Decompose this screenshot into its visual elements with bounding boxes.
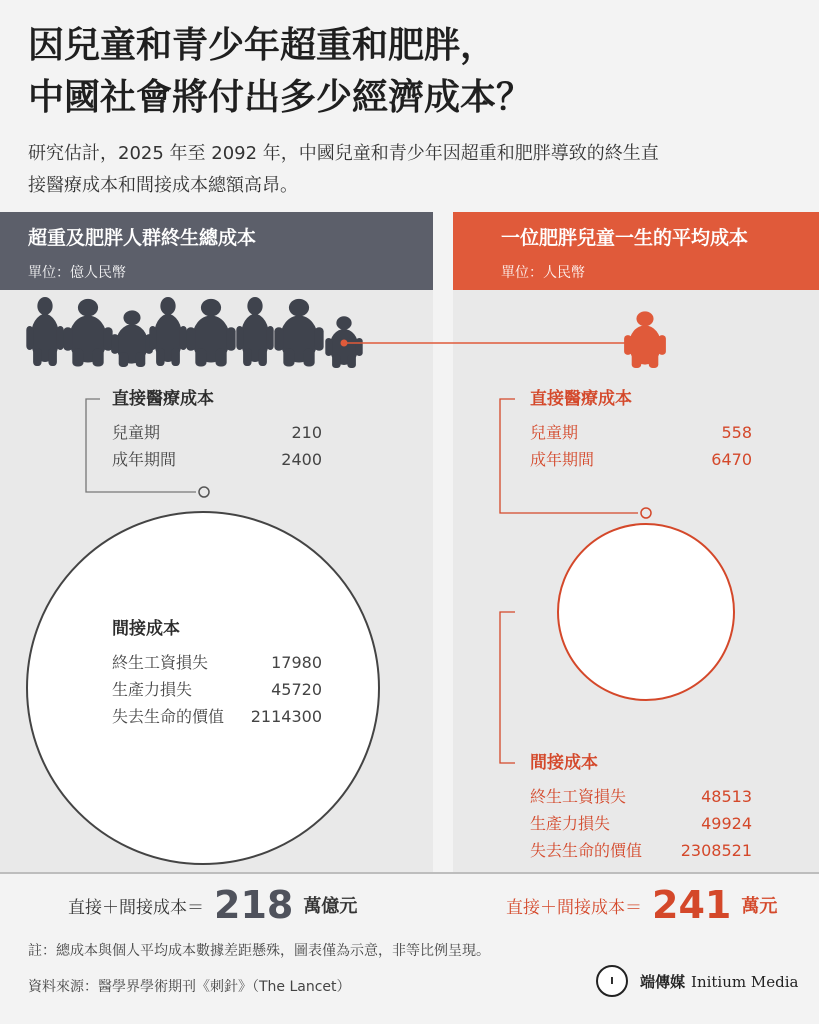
row-value: 48513	[701, 787, 752, 806]
divider	[0, 872, 819, 874]
row-label: 成年期間	[112, 450, 177, 469]
row-value: 2400	[281, 450, 322, 469]
left-panel-heading: 超重及肥胖人群終生總成本	[28, 227, 257, 249]
row-label: 兒童期	[530, 423, 579, 442]
row-label: 終生工資損失	[112, 653, 209, 672]
row-label: 失去生命的價值	[530, 841, 643, 860]
right-large-circle	[558, 524, 734, 700]
table-row	[530, 837, 752, 864]
left-indirect-heading: 間接成本	[112, 619, 180, 639]
footnote: 註：總成本與個人平均成本數據差距懸殊，圖表僅為示意，非等比例呈現。	[28, 943, 490, 959]
table-row	[112, 446, 322, 473]
left-total-unit: 萬億元	[303, 896, 358, 917]
table-row	[530, 783, 752, 810]
table-row	[112, 703, 322, 730]
logo-name-en: Initium Media	[691, 972, 799, 991]
right-direct-cost-block	[530, 386, 752, 473]
title-line-2: 中國社會將付出多少經濟成本？	[28, 77, 533, 118]
right-total-value: 241	[652, 883, 732, 927]
left-direct-cost-block	[112, 386, 322, 473]
row-value: 6470	[711, 450, 752, 469]
source-credit: 資料來源：醫學界學術期刊《刺針》（The Lancet）	[28, 979, 351, 995]
people-group-icon	[26, 297, 362, 368]
right-panel-heading: 一位肥胖兒童一生的平均成本	[501, 227, 749, 249]
person-silhouette-icon	[63, 299, 112, 367]
right-indirect-bracket	[500, 612, 515, 763]
table-row	[112, 419, 322, 446]
left-indirect-cost-block	[112, 616, 322, 730]
person-silhouette-icon	[186, 299, 235, 367]
right-panel-unit: 單位：人民幣	[501, 265, 585, 281]
person-silhouette-icon	[149, 297, 186, 366]
row-value: 49924	[701, 814, 752, 833]
right-small-circle	[641, 508, 651, 518]
row-value: 17980	[271, 653, 322, 672]
right-total-label: 直接＋間接成本＝	[506, 897, 642, 918]
table-row	[112, 676, 322, 703]
initium-logo-icon: I	[596, 965, 628, 997]
logo-text	[640, 971, 798, 992]
subtitle-line-2: 接醫療成本和間接成本總額高昂。	[28, 175, 298, 196]
person-silhouette-icon	[26, 297, 63, 366]
person-silhouette-icon	[111, 310, 153, 367]
logo-name-cn: 端傳媒	[640, 972, 686, 991]
left-total-label: 直接＋間接成本＝	[68, 897, 204, 918]
row-label: 終生工資損失	[530, 787, 627, 806]
row-label: 成年期間	[530, 450, 595, 469]
right-direct-heading: 直接醫療成本	[530, 389, 632, 409]
subtitle-line-1: 研究估計，2025 年至 2092 年，中國兒童和青少年因超重和肥胖導致的終生直	[28, 143, 659, 164]
row-label: 生產力損失	[112, 680, 193, 699]
publisher-logo	[596, 965, 798, 997]
left-total-value: 218	[214, 883, 294, 927]
left-panel-unit: 單位：億人民幣	[28, 265, 126, 281]
title-line-1: 因兒童和青少年超重和肥胖，	[28, 25, 497, 66]
person-silhouette-icon	[274, 299, 323, 367]
person-silhouette-icon	[624, 311, 666, 368]
row-value: 45720	[271, 680, 322, 699]
row-label: 兒童期	[112, 423, 161, 442]
left-total	[68, 880, 357, 930]
right-total-unit: 萬元	[741, 896, 778, 917]
connector-dot	[341, 340, 348, 347]
right-indirect-heading: 間接成本	[530, 753, 598, 773]
right-indirect-cost-block	[530, 750, 752, 864]
row-value: 2114300	[250, 707, 322, 726]
row-label: 生產力損失	[530, 814, 611, 833]
table-row	[112, 649, 322, 676]
left-direct-heading: 直接醫療成本	[112, 389, 214, 409]
table-row	[530, 810, 752, 837]
row-value: 558	[721, 423, 752, 442]
row-value: 2308521	[680, 841, 752, 860]
obese-child-icon	[624, 311, 666, 368]
person-silhouette-icon	[236, 297, 273, 366]
table-row	[530, 419, 752, 446]
row-value: 210	[291, 423, 322, 442]
right-total	[506, 880, 777, 930]
left-small-circle	[199, 487, 209, 497]
row-label: 失去生命的價值	[112, 707, 225, 726]
table-row	[530, 446, 752, 473]
